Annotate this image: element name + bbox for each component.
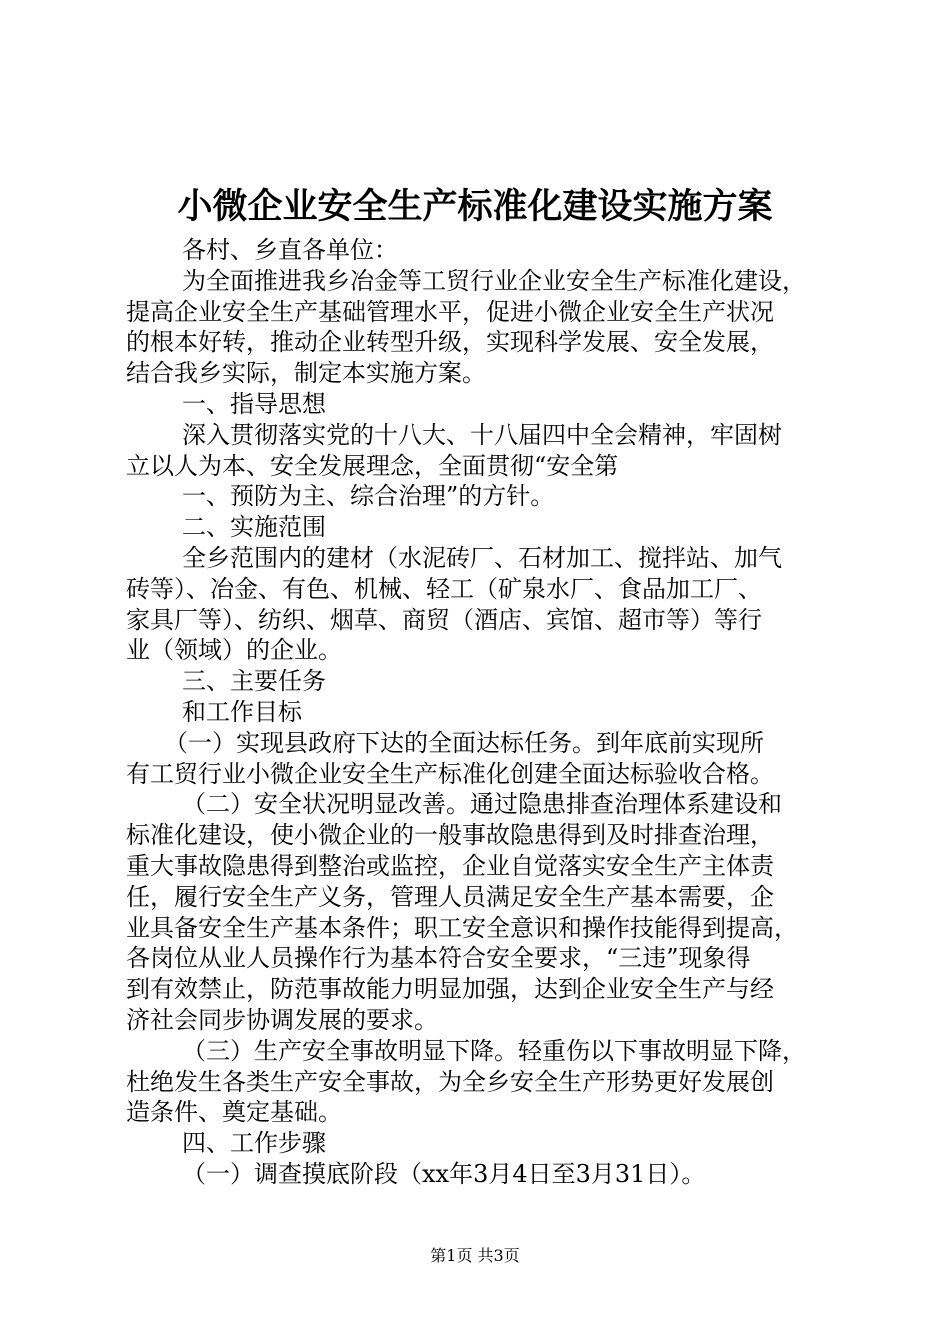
paragraph-line: 深入贯彻落实党的十八大、十八届四中全会精神，牢固树 <box>182 420 782 449</box>
paragraph-line: 业（领域）的企业。 <box>126 636 342 665</box>
paragraph-line: 济社会同步协调发展的要求。 <box>126 1005 438 1034</box>
paragraph-line: 为全面推进我乡冶金等工贸行业企业安全生产标准化建设， <box>182 266 806 295</box>
document-body <box>126 235 836 1190</box>
section-heading: 三、主要任务 <box>182 667 326 696</box>
paragraph-line: （一）调查摸底阶段（xx年3月4日至3月31日）。 <box>182 1159 706 1188</box>
paragraph-line: 任，履行安全生产义务，管理人员满足安全生产基本需要，企 <box>126 882 774 911</box>
paragraph-line: 到有效禁止，防范事故能力明显加强，达到企业安全生产与经 <box>126 975 774 1004</box>
salutation: 各村、乡直各单位： <box>182 236 398 264</box>
paragraph-line: 家具厂等）、纺织、烟草、商贸（酒店、宾馆、超市等）等行 <box>126 605 762 634</box>
paragraph-line: 的根本好转，推动企业转型升级，实现科学发展、安全发展， <box>126 328 774 357</box>
paragraph-line: 杜绝发生各类生产安全事故，为全乡安全生产形势更好发展创 <box>126 1067 774 1096</box>
paragraph-line: （二）安全状况明显改善。通过隐患排查治理体系建设和 <box>182 790 782 819</box>
paragraph-line: 各岗位从业人员操作行为基本符合安全要求，“三违”现象得 <box>126 944 751 973</box>
paragraph-line: 立以人为本、安全发展理念，全面贯彻“安全第 <box>126 451 619 480</box>
section-heading-continued: 和工作目标 <box>182 697 302 726</box>
paragraph-line: 结合我乡实际，制定本实施方案。 <box>126 359 486 388</box>
page-number: 第1页 共3页 <box>430 1246 520 1265</box>
section-heading: 一、指导思想 <box>182 389 326 418</box>
paragraph-line: 标准化建设，使小微企业的一般事故隐患得到及时排查治理， <box>126 821 774 850</box>
paragraph-line: 提高企业安全生产基础管理水平，促进小微企业安全生产状况 <box>126 297 774 326</box>
paragraph-line: 造条件、奠定基础。 <box>126 1098 342 1127</box>
paragraph-line: 重大事故隐患得到整治或监控，企业自觉落实安全生产主体责 <box>126 851 774 880</box>
paragraph-line: 全乡范围内的建材（水泥砖厂、石材加工、搅拌站、加气 <box>182 543 782 572</box>
paragraph-line: （一）实现县政府下达的全面达标任务。到年底前实现所 <box>164 728 764 757</box>
paragraph-line: 有工贸行业小微企业安全生产标准化创建全面达标验收合格。 <box>126 759 774 788</box>
section-heading: 二、实施范围 <box>182 513 326 542</box>
paragraph-line: 砖等）、冶金、有色、机械、轻工（矿泉水厂、食品加工厂、 <box>126 574 762 603</box>
paragraph-line: 业具备安全生产基本条件；职工安全意识和操作技能得到提高， <box>126 913 798 942</box>
paragraph-line: 一、预防为主、综合治理”的方针。 <box>182 482 555 511</box>
section-heading: 四、工作步骤 <box>182 1129 326 1158</box>
paragraph-line: （三）生产安全事故明显下降。轻重伤以下事故明显下降， <box>182 1036 806 1065</box>
document-title: 小微企业安全生产标准化建设实施方案 <box>177 186 773 227</box>
